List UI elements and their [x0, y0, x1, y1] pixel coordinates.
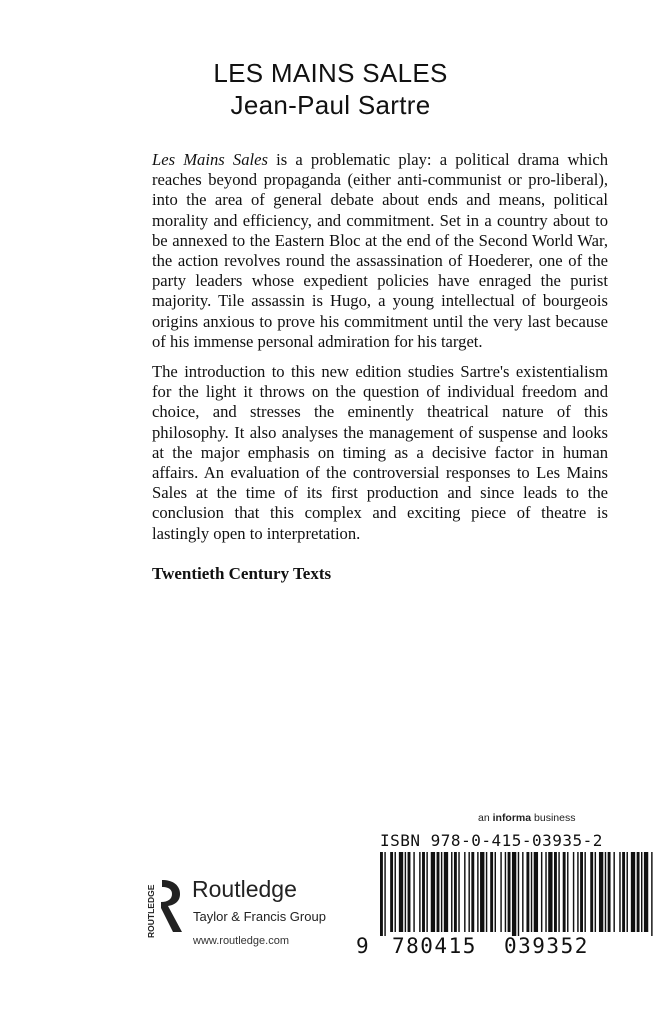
barcode-bar	[419, 852, 420, 932]
barcode-bar	[437, 852, 440, 932]
barcode-bar	[605, 852, 606, 932]
barcode-bar	[545, 852, 546, 932]
barcode-bar	[431, 852, 435, 932]
barcode-bar	[584, 852, 585, 932]
barcode-bar	[651, 852, 652, 936]
informa-prefix: an	[478, 812, 493, 824]
blurb-paragraph-1	[152, 150, 608, 352]
barcode-bar	[577, 852, 578, 932]
barcode-bar	[526, 852, 529, 932]
barcode-bar	[451, 852, 452, 932]
barcode-bar	[408, 852, 411, 932]
isbn-number: ISBN 978-0-415-03935-2	[380, 831, 603, 850]
ean-right-digits: 039352	[504, 934, 589, 958]
barcode-bar	[390, 852, 393, 932]
barcode-bar	[631, 852, 635, 932]
barcode-bar	[405, 852, 406, 932]
barcode-bar	[619, 852, 620, 932]
series-name: Twentieth Century Texts	[152, 564, 332, 583]
ean-first-digit: 9	[356, 934, 369, 958]
barcode-bar	[468, 852, 469, 932]
blurb-title-italic: Les Mains Sales	[152, 150, 268, 169]
barcode-bar	[477, 852, 478, 932]
barcode-bar	[444, 852, 448, 932]
barcode-bar	[541, 852, 542, 932]
barcode-bar	[480, 852, 484, 932]
routledge-logo-icon	[140, 872, 188, 942]
barcode-bar	[627, 852, 628, 932]
barcode-bar	[567, 852, 568, 932]
barcode-bar	[518, 852, 519, 936]
barcode-bar	[573, 852, 574, 932]
publisher-name: Routledge	[192, 876, 297, 902]
barcode-bar	[399, 852, 403, 932]
barcode-bar	[500, 852, 501, 932]
blurb-paragraph-2: The introduction to this new edition studies Sartre's existentialism for the light it throws on the question of individual freedom and choice, and stresses the eminently theatrical nature of this philosophy. It also analyses the management of suspense and looks at the major emphasis on timing as a decisive factor in human affairs. An evaluation of the controversial responses to Les Mains Sales at the time of its first production and since leads to the conclusion that this complex and exciting piece of theatre is lastingly open to interpretation.	[152, 362, 608, 543]
barcode-bar	[595, 852, 596, 932]
barcode-bar	[644, 852, 648, 932]
barcode-bar	[395, 852, 396, 932]
barcode-bar	[441, 852, 442, 932]
barcode-bar	[548, 852, 552, 932]
barcode-bar	[458, 852, 459, 932]
book-author: Jean-Paul Sartre	[230, 90, 431, 120]
barcode-bar	[563, 852, 566, 932]
routledge-logo-text: ROUTLEDGE	[146, 884, 156, 938]
barcode-bar	[522, 852, 523, 932]
barcode-bars	[372, 852, 661, 936]
ean-left-digits: 780415	[392, 934, 477, 958]
barcode-bar	[495, 852, 496, 932]
barcode-bar	[590, 852, 593, 932]
barcode-bar	[558, 852, 559, 932]
barcode-bar	[580, 852, 583, 932]
publisher-group: Taylor & Francis Group	[193, 909, 326, 924]
blurb-paragraph-1-text: is a problematic play: a political drama which reaches beyond propaganda (either anti-communist or pro-liberal), into the area of general debate about ends and means, political morality and efficiency, and commitment. Set in a country about to be annexed to the Eastern Bloc at the end of the Second World War, the action revolves round the assassination of Hoederer, one of the party leaders whose expedient policies have enraged the purist majority. Tile assassin is Hugo, a young intellectual of bourgeois origins anxious to prove his commitment until the very last because of his immense personal admiration for his target.	[152, 150, 609, 351]
barcode-bar	[613, 852, 614, 932]
barcode-bar	[454, 852, 457, 932]
barcode-bar	[413, 852, 414, 932]
informa-brand: informa	[492, 812, 532, 824]
barcode-bar	[380, 852, 383, 936]
informa-suffix: business	[531, 812, 576, 824]
informa-tagline	[478, 812, 575, 824]
barcode-bar	[490, 852, 493, 932]
barcode-bar	[641, 852, 642, 932]
barcode-bar	[534, 852, 538, 932]
barcode-bar	[464, 852, 465, 932]
barcode-bar	[599, 852, 603, 932]
barcode-bar	[486, 852, 487, 932]
barcode-bar	[531, 852, 532, 932]
barcode-bar	[512, 852, 516, 936]
barcode-bar	[554, 852, 557, 932]
barcode-bar	[384, 852, 385, 936]
barcode-bar	[637, 852, 640, 932]
barcode-bar	[622, 852, 625, 932]
barcode-bar	[505, 852, 506, 932]
publisher-url[interactable]: www.routledge.com	[193, 935, 289, 947]
barcode-bar	[608, 852, 611, 932]
barcode-bar	[426, 852, 427, 932]
barcode-bar	[422, 852, 425, 932]
barcode-bar	[471, 852, 474, 932]
book-title: LES MAINS SALES	[213, 58, 448, 88]
barcode-bar	[508, 852, 511, 932]
